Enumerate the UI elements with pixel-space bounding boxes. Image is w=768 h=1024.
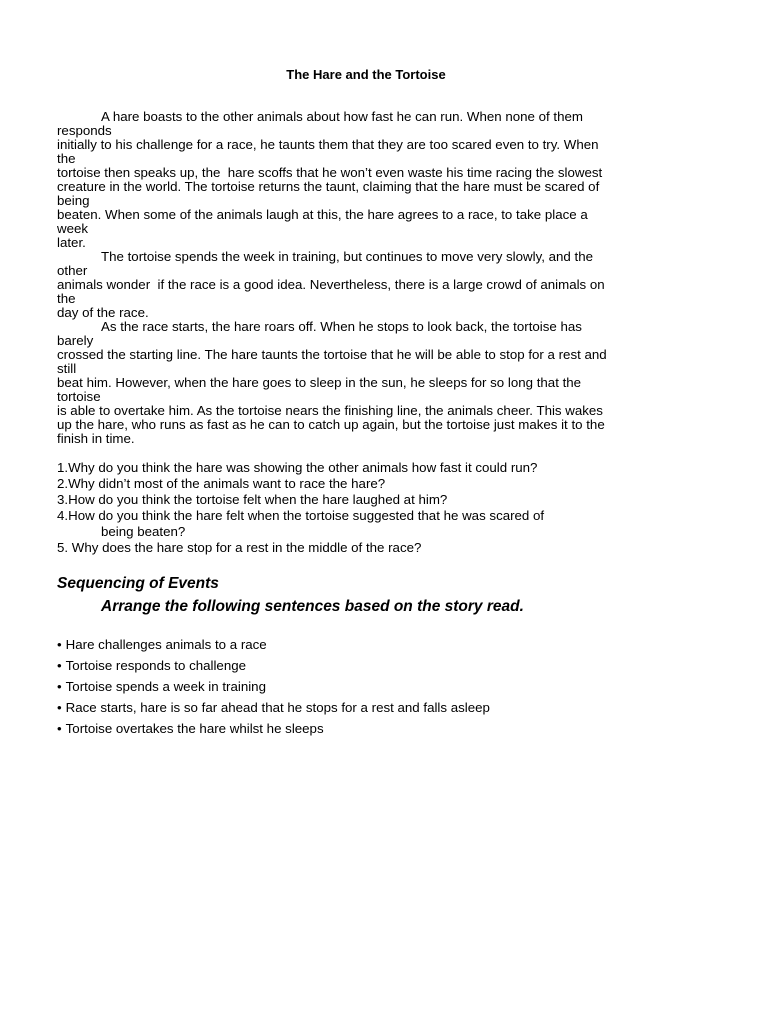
questions-list (57, 460, 697, 556)
story-line: As the race starts, the hare roars off. When he stops to look back, the tortoise has (101, 319, 582, 334)
bullet-icon: • (57, 700, 62, 715)
story-line: beaten. When some of the animals laugh at this, the hare agrees to a race, to take place a (57, 207, 588, 222)
story-line: A hare boasts to the other animals about how fast he can run. When none of them (101, 109, 583, 124)
question-line: 2.Why didn’t most of the animals want to race the hare? (57, 476, 386, 491)
story-line: is able to overtake him. As the tortoise nears the finishing line, the animals cheer. This wakes (57, 403, 603, 418)
event-text: Tortoise overtakes the hare whilst he sleeps (65, 721, 324, 736)
story-line: tortoise then speaks up, the hare scoffs that he won’t even waste his time racing the slowest (57, 165, 603, 180)
story-line: tortoise (57, 389, 101, 404)
story-line: finish in time. (57, 431, 135, 446)
event-text: Tortoise responds to challenge (65, 658, 247, 673)
question-line: 1.Why do you think the hare was showing the other animals how fast it could run? (57, 460, 538, 475)
story-line: The tortoise spends the week in training, but continues to move very slowly, and the (101, 249, 594, 264)
event-list-item (57, 655, 490, 676)
document-title: The Hare and the Tortoise (286, 67, 446, 82)
story-line: week (57, 221, 89, 236)
story-line: barely (57, 333, 94, 348)
story-line: up the hare, who runs as fast as he can to catch up again, but the tortoise just makes it to the (57, 417, 605, 432)
story-line: beat him. However, when the hare goes to sleep in the sun, he sleeps for so long that the (57, 375, 582, 390)
event-list-item (57, 718, 490, 739)
story-line: later. (57, 235, 86, 250)
story-line: crossed the starting line. The hare taunts the tortoise that he will be able to stop for a rest and (57, 347, 607, 362)
bullet-icon: • (57, 658, 62, 673)
bullet-icon: • (57, 721, 62, 736)
event-text: Hare challenges animals to a race (65, 637, 267, 652)
story-line: initially to his challenge for a race, he taunts them that they are too scared even to try. When (57, 137, 599, 152)
question-line: 3.How do you think the tortoise felt when the hare laughed at him? (57, 492, 448, 507)
event-text: Race starts, hare is so far ahead that he stops for a rest and falls asleep (65, 700, 490, 715)
event-list-item (57, 697, 490, 718)
story-line: being (57, 193, 90, 208)
event-text: Tortoise spends a week in training (65, 679, 266, 694)
sequencing-instruction: Arrange the following sentences based on the story read. (101, 598, 524, 615)
story-line: the (57, 151, 76, 166)
bullet-icon: • (57, 679, 62, 694)
story-line: day of the race. (57, 305, 149, 320)
question-line: 5. Why does the hare stop for a rest in the middle of the race? (57, 540, 422, 555)
event-list-item (57, 676, 490, 697)
story-line: the (57, 291, 76, 306)
bullet-icon: • (57, 637, 62, 652)
sequencing-heading: Sequencing of Events (57, 575, 219, 592)
story-line: still (57, 361, 77, 376)
events-list (57, 634, 490, 739)
event-list-item (57, 634, 490, 655)
story-line: creature in the world. The tortoise returns the taunt, claiming that the hare must be scared of (57, 179, 600, 194)
question-line: being beaten? (101, 524, 186, 539)
story-line: other (57, 263, 88, 278)
story-line: animals wonder if the race is a good idea. Nevertheless, there is a large crowd of animals on (57, 277, 605, 292)
story-body (57, 110, 697, 446)
question-line: 4.How do you think the hare felt when the tortoise suggested that he was scared of (57, 508, 545, 523)
story-line: responds (57, 123, 112, 138)
